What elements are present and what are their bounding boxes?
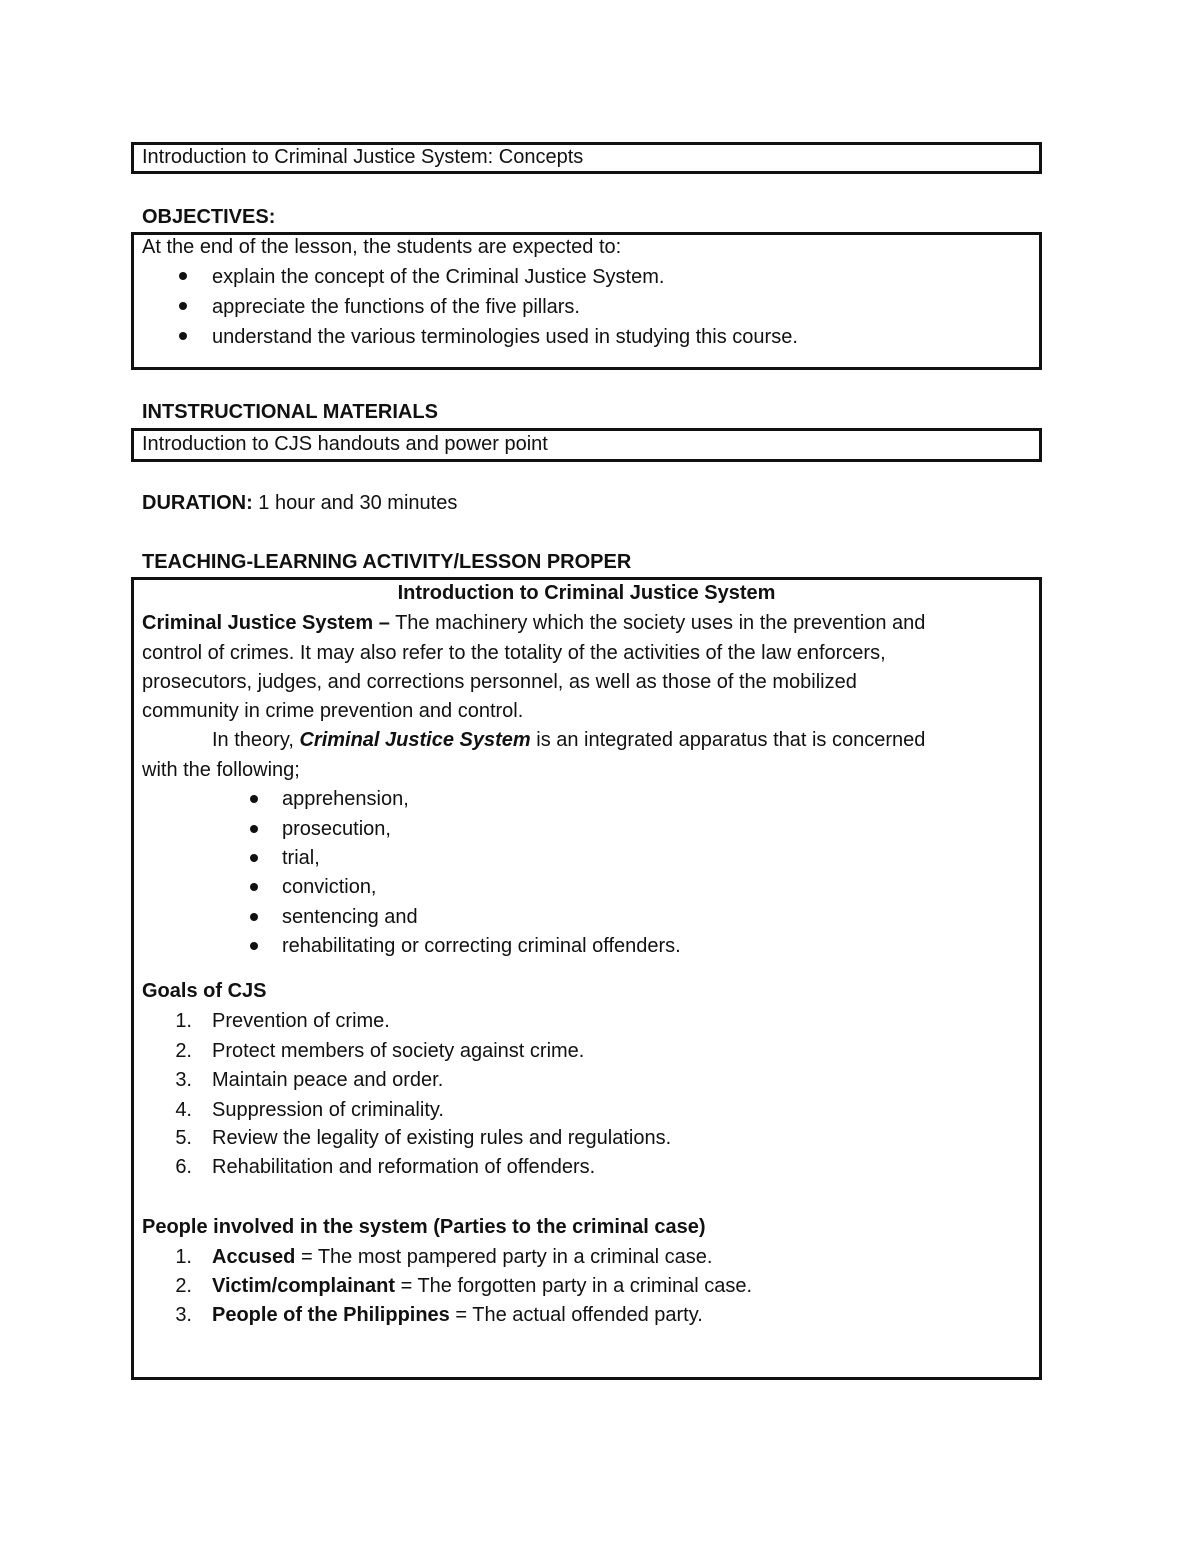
goal-number: 2.: [175, 1040, 192, 1062]
bullet-icon: [250, 854, 258, 862]
materials-heading: INTSTRUCTIONAL MATERIALS: [142, 401, 438, 423]
bullet-icon: [179, 272, 187, 280]
theory-term: Criminal Justice System: [299, 729, 531, 751]
duration-line: [142, 489, 457, 517]
concern-item: rehabilitating or correcting criminal offenders.: [282, 935, 681, 957]
document-title: Introduction to Criminal Justice System: Concepts: [142, 146, 584, 168]
goal-number: 4.: [175, 1099, 192, 1121]
people-item: [212, 1272, 752, 1300]
definition-text: The machinery which the society uses in the prevention and: [395, 612, 926, 634]
duration-value: 1 hour and 30 minutes: [258, 492, 458, 514]
definition-line-1: [142, 609, 925, 637]
concern-item: trial,: [282, 847, 320, 869]
concern-item: prosecution,: [282, 818, 391, 840]
lesson-box-title: Introduction to Criminal Justice System: [397, 582, 776, 604]
objective-item: appreciate the functions of the five pillars.: [212, 296, 580, 318]
objective-item: understand the various terminologies used in studying this course.: [212, 326, 798, 348]
goal-item: Suppression of criminality.: [212, 1099, 444, 1121]
theory-line-1: [212, 726, 925, 754]
lesson-heading: TEACHING-LEARNING ACTIVITY/LESSON PROPER: [142, 551, 632, 573]
goal-number: 3.: [175, 1069, 192, 1091]
definition-line-4: community in crime prevention and control.: [142, 700, 524, 722]
people-term: People of the Philippines: [212, 1304, 450, 1326]
people-desc: = The actual offended party.: [455, 1304, 703, 1326]
goal-number: 6.: [175, 1156, 192, 1178]
bullet-icon: [250, 883, 258, 891]
bullet-icon: [179, 302, 187, 310]
goal-item: Maintain peace and order.: [212, 1069, 444, 1091]
goal-number: 1.: [175, 1010, 192, 1032]
people-term: Accused: [212, 1246, 296, 1268]
theory-line-2: with the following;: [142, 759, 300, 781]
people-number: 2.: [175, 1275, 192, 1297]
bullet-icon: [250, 913, 258, 921]
objectives-intro: At the end of the lesson, the students are expected to:: [142, 236, 622, 258]
goal-number: 5.: [175, 1127, 192, 1149]
duration-label: DURATION:: [142, 492, 253, 514]
definition-line-3: prosecutors, judges, and corrections personnel, as well as those of the mobilized: [142, 671, 857, 693]
objective-item: explain the concept of the Criminal Justice System.: [212, 266, 665, 288]
bullet-icon: [250, 795, 258, 803]
theory-suffix: is an integrated apparatus that is concerned: [536, 729, 926, 751]
bullet-icon: [250, 942, 258, 950]
concern-item: apprehension,: [282, 788, 409, 810]
theory-prefix: In theory,: [212, 729, 294, 751]
goal-item: Protect members of society against crime.: [212, 1040, 585, 1062]
people-item: [212, 1243, 712, 1271]
goal-item: Rehabilitation and reformation of offenders.: [212, 1156, 596, 1178]
concern-item: sentencing and: [282, 906, 418, 928]
concern-item: conviction,: [282, 876, 377, 898]
people-term: Victim/complainant: [212, 1275, 396, 1297]
bullet-icon: [250, 825, 258, 833]
people-desc: = The forgotten party in a criminal case.: [400, 1275, 753, 1297]
goals-heading: Goals of CJS: [142, 980, 267, 1002]
people-item: [212, 1301, 703, 1329]
goal-item: Prevention of crime.: [212, 1010, 390, 1032]
people-number: 1.: [175, 1246, 192, 1268]
materials-text: Introduction to CJS handouts and power point: [142, 433, 548, 455]
people-heading: People involved in the system (Parties to the criminal case): [142, 1216, 706, 1238]
people-desc: = The most pampered party in a criminal case.: [300, 1246, 713, 1268]
definition-line-2: control of crimes. It may also refer to the totality of the activities of the law enforcers,: [142, 642, 886, 664]
bullet-icon: [179, 332, 187, 340]
objectives-heading: OBJECTIVES:: [142, 206, 276, 228]
goal-item: Review the legality of existing rules and regulations.: [212, 1127, 672, 1149]
definition-term: Criminal Justice System –: [142, 612, 390, 634]
people-number: 3.: [175, 1304, 192, 1326]
